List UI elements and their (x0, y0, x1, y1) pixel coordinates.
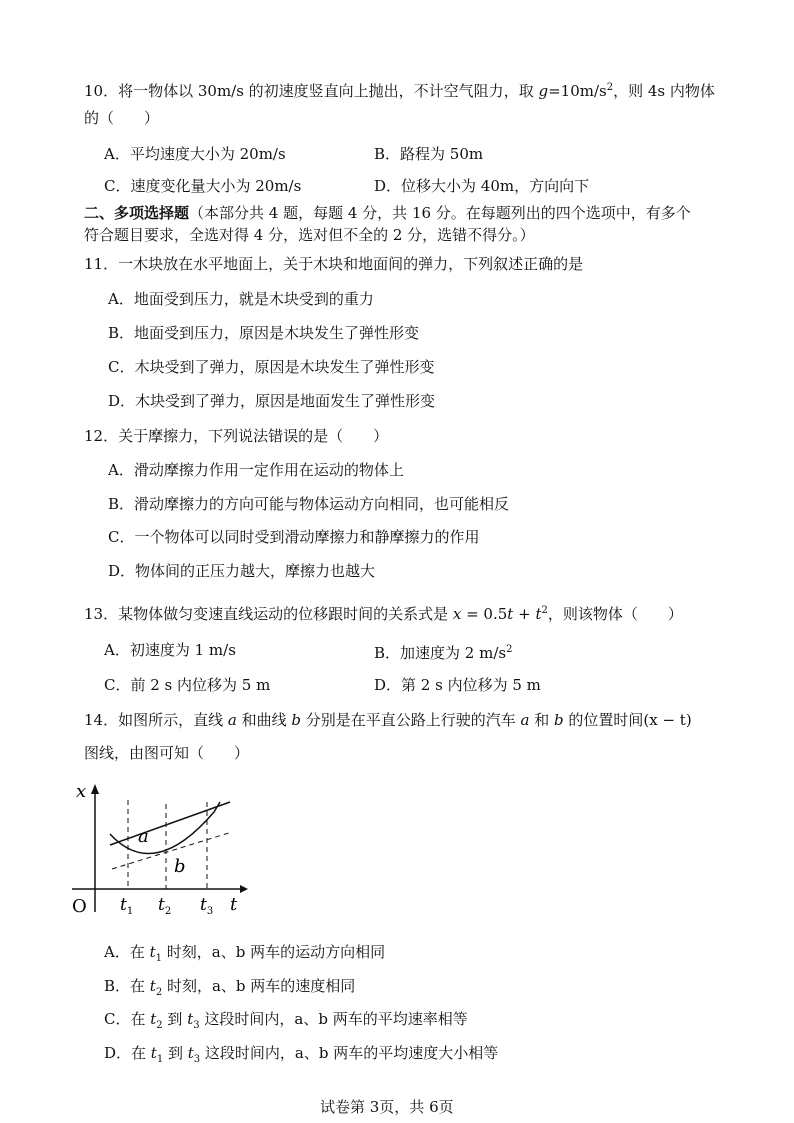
q11-option-d: D．木块受到了弹力，原因是地面发生了弹性形变 (108, 392, 436, 410)
q10-stem-line1: 10．将一物体以 30m/s 的初速度竖直向上抛出，不计空气阻力，取 $g=10m/s^2$，则 4s 内物体 (84, 82, 715, 100)
q14-option-a: A．在 $t_1$ 时刻，a、b 两车的运动方向相同 (104, 943, 386, 964)
curve-b-label: b (174, 856, 186, 877)
q11-option-c: C．木块受到了弹力，原因是木块发生了弹性形变 (108, 358, 435, 376)
line-a (110, 802, 230, 845)
q14-stem-line1: 14．如图所示，直线 a 和曲线 b 分别是在平直公路上行驶的汽车 a 和 b 的位置时间(x − t) (84, 711, 692, 729)
q12-option-a: A．滑动摩擦力作用一定作用在运动的物体上 (108, 461, 404, 479)
q12-stem: 12．关于摩擦力，下列说法错误的是（ ） (84, 427, 389, 445)
curve-a-label: a (138, 826, 149, 847)
q10-option-b: B．路程为 50m (374, 145, 484, 163)
q14-option-c: C．在 $t_2$ 到 $t_3$ 这段时间内，a、b 两车的平均速率相等 (104, 1010, 468, 1031)
q10-stem-line2: 的（ ） (84, 109, 160, 127)
q13-option-a: A．初速度为 1 m/s (104, 641, 236, 659)
q13-option-b: B．加速度为 2 $m/s^2$ (374, 644, 513, 662)
q13-option-c: C．前 2 s 内位移为 5 m (104, 676, 271, 694)
y-axis-label: x (76, 781, 87, 802)
q11-option-a: A．地面受到压力，就是木块受到的重力 (108, 290, 374, 308)
q12-option-c: C．一个物体可以同时受到滑动摩擦力和静摩擦力的作用 (108, 528, 480, 546)
x-t-graph (62, 772, 262, 922)
q14-stem-line2: 图线，由图可知（ ） (84, 744, 250, 762)
y-axis-arrow (91, 784, 99, 794)
q12-option-b: B．滑动摩擦力的方向可能与物体运动方向相同，也可能相反 (108, 495, 510, 513)
section2-title: 二、多项选择题 (84, 204, 190, 222)
curve-b (110, 802, 220, 854)
q10-option-a: A．平均速度大小为 20m/s (104, 145, 286, 163)
q13-stem: 13．某物体做匀变速直线运动的位移跟时间的关系式是 $x = 0.5t + t^2$，则该物体（ ） (84, 605, 683, 623)
section2-heading (84, 203, 691, 223)
q14-option-b: B．在 $t_2$ 时刻，a、b 两车的速度相同 (104, 977, 356, 998)
q10-option-d: D．位移大小为 40m，方向向下 (374, 177, 590, 195)
q13-option-d: D．第 2 s 内位移为 5 m (374, 676, 541, 694)
x-axis-arrow (240, 885, 248, 893)
t3-label: $t_3$ (200, 895, 214, 917)
page-footer: 试卷第 3页，共 6页 (320, 1098, 454, 1116)
section2-desc: （本部分共 4 题，每题 4 分，共 16 分。在每题列出的四个选项中，有多个 (189, 204, 691, 222)
t2-label: $t_2$ (158, 895, 172, 917)
q14-option-d: D．在 $t_1$ 到 $t_3$ 这段时间内，a、b 两车的平均速度大小相等 (104, 1044, 499, 1065)
q10-option-c: C．速度变化量大小为 20m/s (104, 177, 302, 195)
x-axis-label: t (230, 894, 238, 915)
q11-option-b: B．地面受到压力，原因是木块发生了弹性形变 (108, 324, 420, 342)
section2-desc-line2: 符合题目要求，全选对得 4 分，选对但不全的 2 分，选错不得分。） (84, 226, 535, 244)
t1-label: $t_1$ (120, 895, 134, 917)
q12-option-d: D．物体间的正压力越大，摩擦力也越大 (108, 562, 376, 580)
origin-label: O (72, 896, 87, 917)
q11-stem: 11．一木块放在水平地面上，关于木块和地面间的弹力，下列叙述正确的是 (84, 255, 584, 273)
